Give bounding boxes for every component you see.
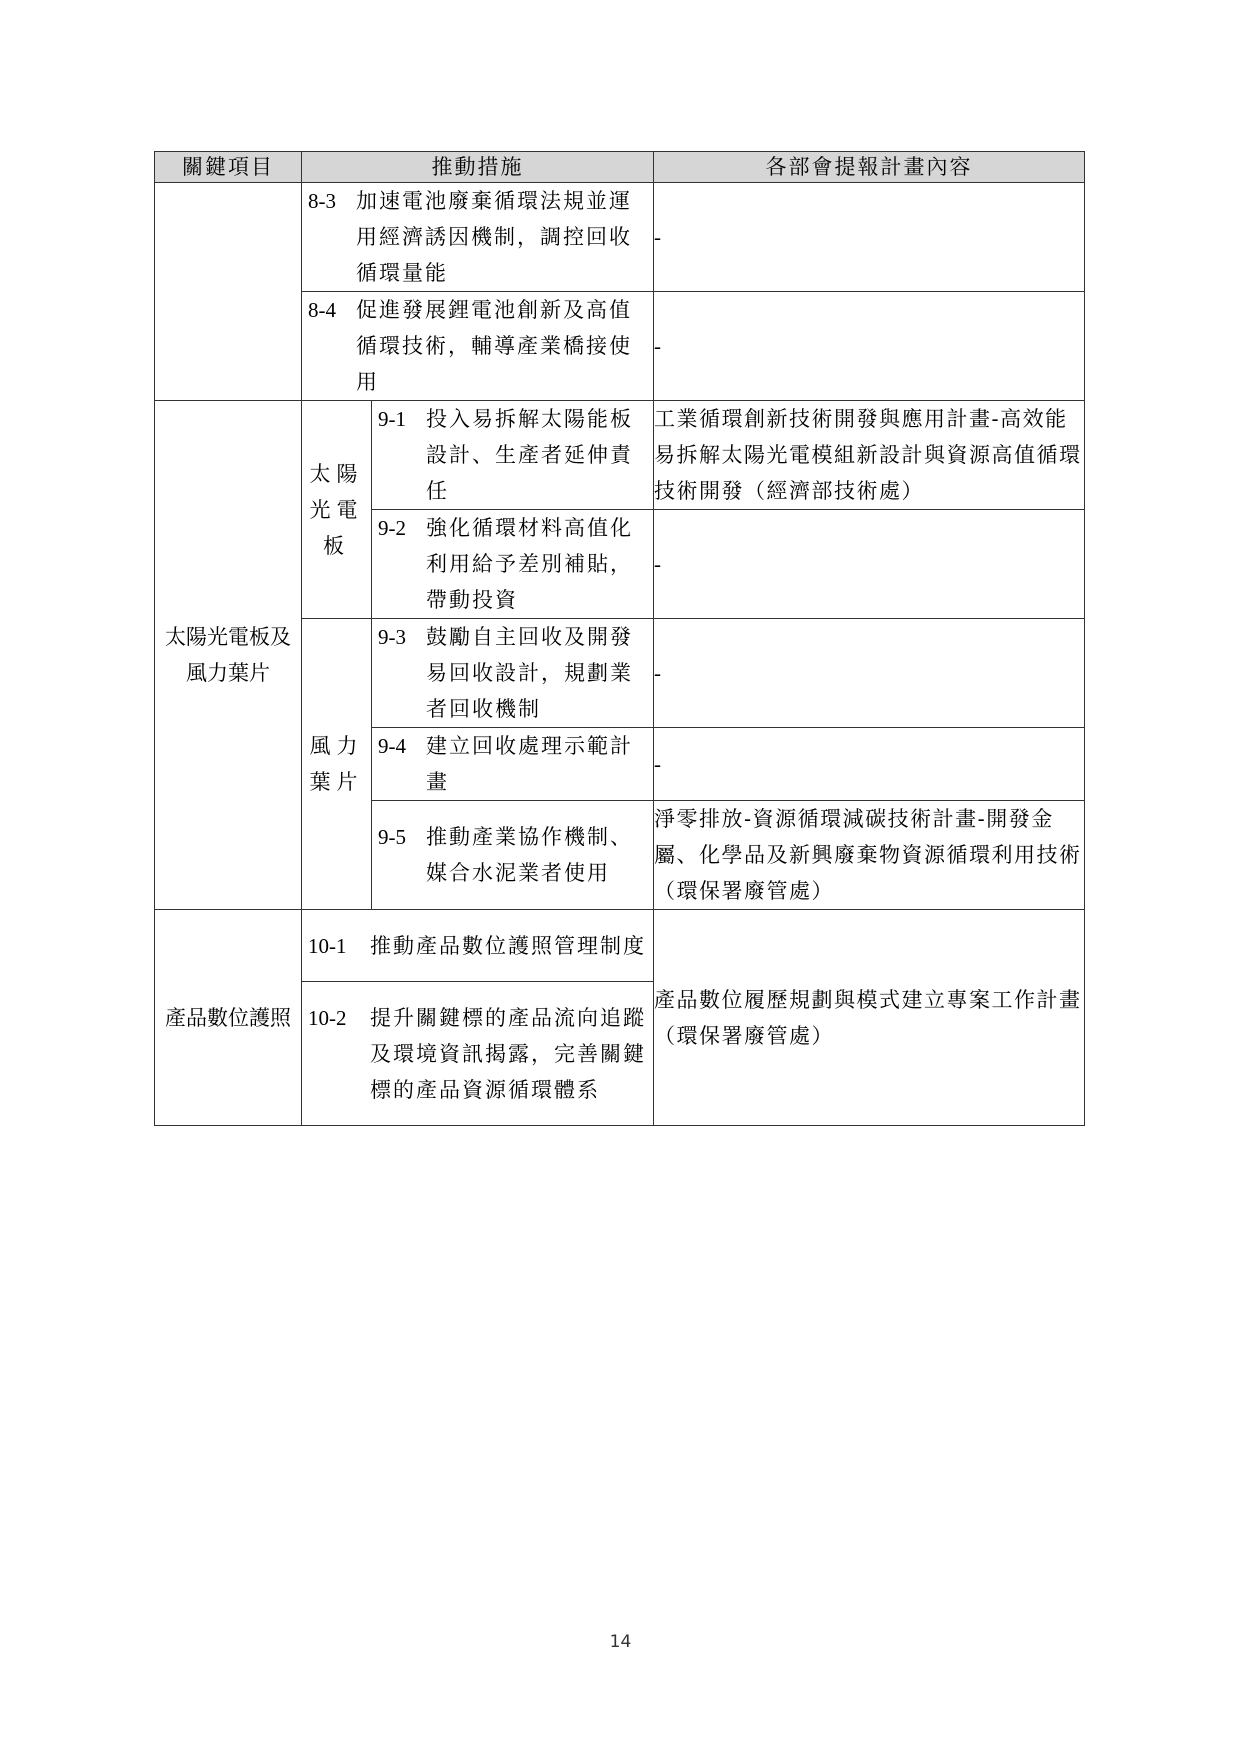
plan-cell: -	[654, 292, 1085, 401]
measure-id: 8-3	[308, 189, 336, 213]
measure-cell	[302, 982, 654, 1126]
key-item-solar-wind: 太陽光電板及風力葉片	[155, 401, 302, 910]
measure-id: 9-2	[378, 516, 406, 540]
measure-cell	[372, 510, 654, 619]
measure-cell	[302, 910, 654, 982]
measure-cell	[372, 728, 654, 801]
plan-cell: -	[654, 728, 1085, 801]
table-row	[155, 401, 1085, 510]
measure-cell	[372, 401, 654, 510]
measure-id: 9-4	[378, 734, 406, 758]
measure-cell	[372, 801, 654, 910]
measure-text: 鼓勵自主回收及開發易回收設計，規劃業者回收機制	[426, 625, 633, 721]
plan-cell: 產品數位履歷規劃與模式建立專案工作計畫（環保署廢管處）	[654, 910, 1085, 1126]
key-item-passport: 產品數位護照	[155, 910, 302, 1126]
sub-item-solar: 太陽光電板	[302, 401, 372, 619]
key-item-empty	[155, 183, 302, 401]
measure-id: 10-1	[308, 933, 347, 958]
measure-text: 推動產品數位護照管理制度	[370, 933, 646, 958]
header-measures: 推動措施	[302, 152, 654, 183]
measure-id: 9-1	[378, 407, 406, 431]
measure-text: 促進發展鋰電池創新及高值循環技術，輔導產業橋接使用	[356, 298, 632, 394]
plan-cell: -	[654, 510, 1085, 619]
header-plans: 各部會提報計畫內容	[654, 152, 1085, 183]
table-row	[155, 910, 1085, 982]
header-key-item: 關鍵項目	[155, 152, 302, 183]
header-row	[155, 152, 1085, 183]
measure-id: 9-3	[378, 625, 406, 649]
measure-cell	[302, 183, 654, 292]
measure-cell	[302, 292, 654, 401]
measure-text: 強化循環材料高值化利用給予差別補貼，帶動投資	[426, 516, 633, 612]
measure-text: 推動產業協作機制、媒合水泥業者使用	[426, 825, 633, 885]
plan-cell: -	[654, 619, 1085, 728]
plan-cell: 工業循環創新技術開發與應用計畫-高效能易拆解太陽光電模組新設計與資源高值循環技術開發（經濟部技術處）	[654, 401, 1085, 510]
measures-table	[154, 151, 1085, 1126]
sub-item-wind: 風力葉片	[302, 619, 372, 910]
measure-id: 9-5	[378, 825, 406, 849]
measure-text: 投入易拆解太陽能板設計、生產者延伸責任	[426, 407, 633, 503]
plan-cell: 淨零排放-資源循環減碳技術計畫-開發金屬、化學品及新興廢棄物資源循環利用技術（環保署廢管處）	[654, 801, 1085, 910]
measure-text: 建立回收處理示範計畫	[426, 734, 633, 794]
measure-text: 提升關鍵標的產品流向追蹤及環境資訊揭露，完善關鍵標的產品資源循環體系	[370, 1005, 646, 1102]
page-number: 14	[609, 1632, 632, 1652]
plan-cell: -	[654, 183, 1085, 292]
measure-text: 加速電池廢棄循環法規並運用經濟誘因機制，調控回收循環量能	[356, 189, 632, 285]
measure-cell	[372, 619, 654, 728]
table-row	[155, 183, 1085, 292]
measure-id: 8-4	[308, 298, 336, 322]
measure-id: 10-2	[308, 1005, 347, 1030]
